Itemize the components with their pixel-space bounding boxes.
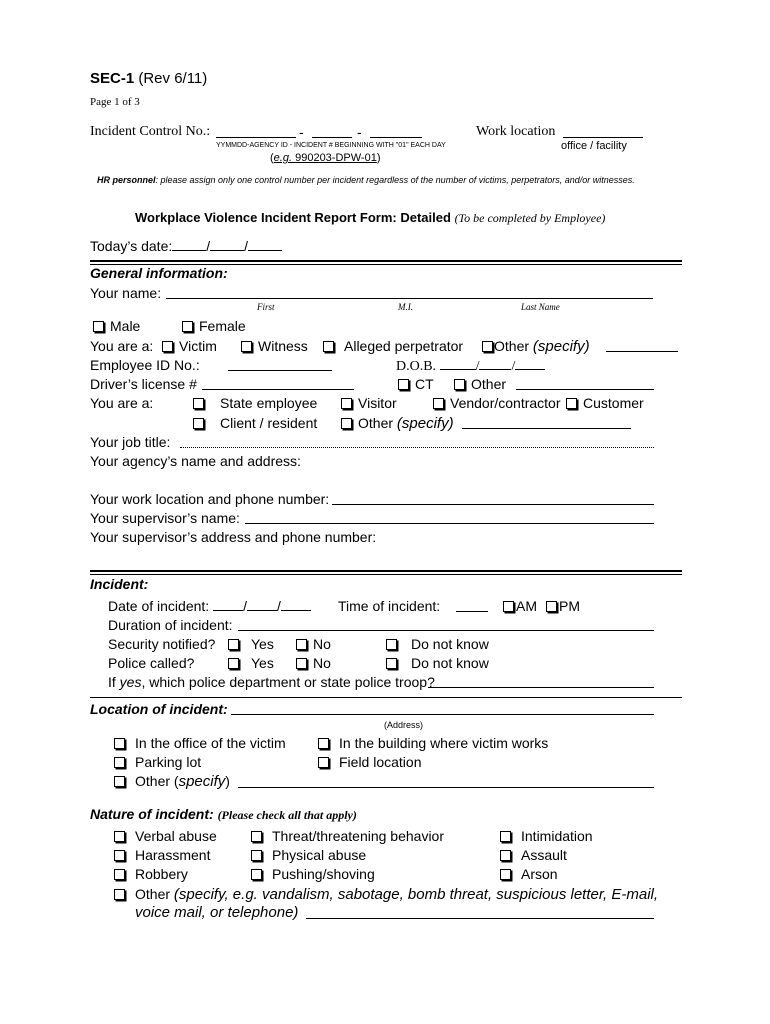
todays-date-label: Today’s date: xyxy=(90,238,173,254)
location-building-label: In the building where victim works xyxy=(339,735,549,751)
control-agency-field[interactable] xyxy=(312,137,352,138)
nature-assault-label: Assault xyxy=(521,847,567,863)
police-dept-rest: , which police department or state police troop? xyxy=(141,674,435,690)
todays-date xyxy=(90,238,282,254)
other-state-checkbox[interactable] xyxy=(454,379,465,390)
control-hint: YYMMDD-AGENCY ID - INCIDENT # BEGINNING WITH "01" EACH DAY xyxy=(216,142,446,149)
your-name-label: Your name: xyxy=(90,285,162,301)
example-value: 990203-DPW-01 xyxy=(295,152,377,164)
incident-date-sep1: / xyxy=(243,598,247,614)
nature-arson-option[interactable] xyxy=(500,866,558,882)
page-title xyxy=(135,210,605,226)
incident-date-label: Date of incident: xyxy=(108,598,210,614)
vendor-option[interactable] xyxy=(433,395,561,411)
location-other-field[interactable] xyxy=(238,787,654,788)
male-label: Male xyxy=(110,318,141,334)
incident-time-field[interactable] xyxy=(456,611,488,612)
nature-pushing-checkbox[interactable] xyxy=(251,869,262,880)
role-other-checkbox[interactable] xyxy=(482,341,493,352)
todays-date-month[interactable] xyxy=(172,238,206,251)
dob-year[interactable] xyxy=(515,357,545,370)
name-mi-hint: M.I. xyxy=(398,302,413,312)
police-label: Police called? xyxy=(108,655,195,671)
nature-hint: (Please check all that apply) xyxy=(217,808,357,822)
work-location-label: Work location xyxy=(476,124,556,139)
job-title-field[interactable] xyxy=(180,447,654,448)
role-other-label: Other xyxy=(494,338,530,354)
location-office-checkbox[interactable] xyxy=(114,738,125,749)
female-label: Female xyxy=(199,318,246,334)
male-option[interactable] xyxy=(93,318,140,334)
nature-verbal-option[interactable] xyxy=(114,828,217,844)
name-first-hint: First xyxy=(257,302,275,312)
police-yes-option[interactable] xyxy=(228,655,274,671)
female-option[interactable] xyxy=(182,318,246,334)
police-yes-label: Yes xyxy=(251,655,274,671)
section-divider-incident xyxy=(90,570,682,575)
location-other-close: ) xyxy=(225,773,230,789)
role-other-field[interactable] xyxy=(606,351,678,352)
hr-note-text: : please assign only one control number per incident regardless of the number of victims, perpetrators, and/or witnesses. xyxy=(155,175,635,185)
visitor-checkbox[interactable] xyxy=(341,398,352,409)
nature-verbal-label: Verbal abuse xyxy=(135,828,217,844)
dob-month[interactable] xyxy=(440,357,476,370)
duration-field[interactable] xyxy=(238,630,654,631)
client-option[interactable] xyxy=(193,415,317,431)
alleged-option[interactable] xyxy=(323,338,463,354)
nature-verbal-checkbox[interactable] xyxy=(114,831,125,842)
your-name-field[interactable] xyxy=(166,298,653,299)
police-dept-if: If xyxy=(108,674,116,690)
police-yes-checkbox[interactable] xyxy=(228,658,239,669)
nature-physical-option[interactable] xyxy=(251,847,366,863)
location-other-option[interactable] xyxy=(114,773,230,790)
security-dontknow-option[interactable] xyxy=(386,636,489,652)
police-dontknow-option[interactable] xyxy=(386,655,489,671)
alleged-checkbox[interactable] xyxy=(323,341,334,352)
role-label: You are a: xyxy=(90,338,154,354)
work-location-hint: office / facility xyxy=(561,140,627,152)
witness-checkbox[interactable] xyxy=(241,341,252,352)
nature-robbery-checkbox[interactable] xyxy=(114,869,125,880)
pm-checkbox[interactable] xyxy=(546,601,557,612)
supervisor-name-label: Your supervisor’s name: xyxy=(90,510,240,526)
location-field-option[interactable] xyxy=(318,754,422,770)
type-other-specify: (specify) xyxy=(396,415,454,432)
police-no-label: No xyxy=(313,655,331,671)
nature-threat-checkbox[interactable] xyxy=(251,831,262,842)
nature-other-field[interactable] xyxy=(306,918,654,919)
security-no-checkbox[interactable] xyxy=(296,639,307,650)
nature-robbery-option[interactable] xyxy=(114,866,188,882)
form-code-text: SEC-1 xyxy=(90,70,135,87)
drivers-license-label: Driver’s license # xyxy=(90,376,197,392)
am-checkbox[interactable] xyxy=(503,601,514,612)
incident-control-label: Incident Control No.: xyxy=(90,124,211,139)
police-dept-field[interactable] xyxy=(428,687,654,688)
vendor-label: Vendor/contractor xyxy=(450,395,561,411)
drivers-license-field[interactable] xyxy=(202,389,354,390)
control-example xyxy=(270,152,381,164)
security-dontknow-checkbox[interactable] xyxy=(386,639,397,650)
type-other-label: Other xyxy=(358,415,394,431)
nature-arson-checkbox[interactable] xyxy=(500,869,511,880)
location-field-checkbox[interactable] xyxy=(318,757,329,768)
nature-physical-label: Physical abuse xyxy=(272,847,367,863)
ct-label: CT xyxy=(415,376,434,392)
dob xyxy=(396,357,545,375)
type-other-field[interactable] xyxy=(462,428,631,429)
customer-checkbox[interactable] xyxy=(566,398,577,409)
police-dept-label xyxy=(108,674,435,690)
other-state-label: Other xyxy=(471,376,507,392)
police-dept-yes: yes xyxy=(119,674,142,690)
nature-assault-checkbox[interactable] xyxy=(500,850,511,861)
nature-assault-option[interactable] xyxy=(500,847,567,863)
nature-harassment-label: Harassment xyxy=(135,847,211,863)
am-option[interactable] xyxy=(503,598,537,614)
security-no-option[interactable] xyxy=(296,636,331,652)
witness-label: Witness xyxy=(258,338,308,354)
nature-harassment-option[interactable] xyxy=(114,847,210,863)
supervisor-address-label: Your supervisor’s address and phone number: xyxy=(90,529,377,545)
location-address-field[interactable] xyxy=(231,714,654,715)
example-underlined xyxy=(274,152,377,164)
nature-threat-label: Threat/threatening behavior xyxy=(272,828,444,844)
state-employee-checkbox[interactable] xyxy=(193,398,204,409)
dob-sep1: / xyxy=(475,359,480,374)
example-close: ) xyxy=(376,152,381,164)
location-parking-option[interactable] xyxy=(114,754,201,770)
page-number: Page 1 of 3 xyxy=(90,96,140,108)
nature-heading xyxy=(90,806,357,823)
police-no-option[interactable] xyxy=(296,655,331,671)
location-other-label: Other ( xyxy=(135,773,179,789)
incident-date-sep2: / xyxy=(276,598,281,614)
nature-heading-text: Nature of incident: xyxy=(90,806,214,822)
visitor-option[interactable] xyxy=(341,395,397,411)
duration-label: Duration of incident: xyxy=(108,617,233,633)
todays-date-day[interactable] xyxy=(210,238,244,251)
nature-intimidation-checkbox[interactable] xyxy=(500,831,511,842)
victim-label: Victim xyxy=(179,338,217,354)
nature-intimidation-label: Intimidation xyxy=(521,828,593,844)
incident-date-year[interactable] xyxy=(281,598,311,611)
security-yes-option[interactable] xyxy=(228,636,274,652)
security-yes-label: Yes xyxy=(251,636,274,652)
location-other-checkbox[interactable] xyxy=(114,776,125,787)
hr-note xyxy=(97,175,635,185)
dob-sep2: / xyxy=(511,359,516,374)
role-other-specify: (specify) xyxy=(532,338,590,355)
form-revision: (Rev 6/11) xyxy=(138,70,208,87)
nature-other-label: Other xyxy=(135,886,171,902)
type-other-checkbox[interactable] xyxy=(341,418,352,429)
nature-harassment-checkbox[interactable] xyxy=(114,850,125,861)
customer-option[interactable] xyxy=(566,395,644,411)
employee-type-label: You are a: xyxy=(90,395,154,411)
ct-option[interactable] xyxy=(398,376,434,392)
role-other-option[interactable] xyxy=(482,338,590,355)
location-office-option[interactable] xyxy=(114,735,286,751)
incident-date-month[interactable] xyxy=(213,598,243,611)
work-location-phone-field[interactable] xyxy=(332,504,654,505)
witness-option[interactable] xyxy=(241,338,308,354)
customer-label: Customer xyxy=(583,395,644,411)
work-location-field[interactable] xyxy=(563,137,643,138)
police-dontknow-label: Do not know xyxy=(411,655,489,671)
alleged-label: Alleged perpetrator xyxy=(344,338,464,354)
location-office-label: In the office of the victim xyxy=(135,735,286,751)
work-location-phone-label: Your work location and phone number: xyxy=(90,491,330,507)
title-sub: (To be completed by Employee) xyxy=(454,211,606,225)
todays-date-year[interactable] xyxy=(248,238,282,251)
agency-label: Your agency’s name and address: xyxy=(90,453,301,469)
incident-date xyxy=(108,598,311,614)
location-address-hint: (Address) xyxy=(384,720,424,730)
example-eg: e.g. xyxy=(273,152,293,164)
nature-threat-option[interactable] xyxy=(251,828,444,844)
location-parking-checkbox[interactable] xyxy=(114,757,125,768)
nature-other-option[interactable] xyxy=(114,886,658,903)
nature-robbery-label: Robbery xyxy=(135,866,188,882)
visitor-label: Visitor xyxy=(358,395,397,411)
incident-date-day[interactable] xyxy=(247,598,277,611)
police-dontknow-checkbox[interactable] xyxy=(386,658,397,669)
state-employee-option[interactable] xyxy=(193,395,317,411)
security-yes-checkbox[interactable] xyxy=(228,639,239,650)
nature-physical-checkbox[interactable] xyxy=(251,850,262,861)
todays-date-sep2: / xyxy=(244,238,249,254)
section-divider-location xyxy=(90,697,682,698)
other-state-field[interactable] xyxy=(516,389,654,390)
hr-label: HR personnel xyxy=(97,175,156,185)
nature-other-specify-1: (specify, e.g. vandalism, sabotage, bomb threat, suspicious letter, E-mail, xyxy=(173,886,659,903)
nature-arson-label: Arson xyxy=(521,866,558,882)
vendor-checkbox[interactable] xyxy=(433,398,444,409)
control-dash-1: - xyxy=(299,124,304,140)
client-label: Client / resident xyxy=(220,415,318,431)
job-title-label: Your job title: xyxy=(90,434,171,450)
example-open: ( xyxy=(270,152,274,164)
location-building-option[interactable] xyxy=(318,735,548,751)
security-dontknow-label: Do not know xyxy=(411,636,489,652)
location-building-checkbox[interactable] xyxy=(318,738,329,749)
police-no-checkbox[interactable] xyxy=(296,658,307,669)
dob-label: D.O.B. xyxy=(396,359,437,374)
incident-heading: Incident: xyxy=(90,576,149,592)
general-heading: General information: xyxy=(90,265,228,281)
pm-option[interactable] xyxy=(546,598,580,614)
employee-id-field[interactable] xyxy=(228,370,332,371)
dob-day[interactable] xyxy=(479,357,511,370)
employee-id-label: Employee ID No.: xyxy=(90,357,200,373)
name-last-hint: Last Name xyxy=(521,302,560,312)
incident-time-label: Time of incident: xyxy=(338,598,441,614)
security-no-label: No xyxy=(313,636,331,652)
ct-checkbox[interactable] xyxy=(398,379,409,390)
nature-other-specify-2: voice mail, or telephone) xyxy=(135,904,299,921)
security-label: Security notified? xyxy=(108,636,216,652)
control-number-field[interactable] xyxy=(370,137,422,138)
client-checkbox[interactable] xyxy=(193,418,204,429)
location-heading: Location of incident: xyxy=(90,701,228,717)
other-state-option[interactable] xyxy=(454,376,506,392)
pm-label: PM xyxy=(559,598,580,614)
victim-option[interactable] xyxy=(162,338,217,354)
supervisor-name-field[interactable] xyxy=(245,523,654,524)
state-employee-label: State employee xyxy=(220,395,318,411)
nature-pushing-label: Pushing/shoving xyxy=(272,866,375,882)
location-other-specify: specify xyxy=(178,773,226,790)
nature-other-checkbox[interactable] xyxy=(114,889,125,900)
male-checkbox[interactable] xyxy=(93,321,104,332)
victim-checkbox[interactable] xyxy=(162,341,173,352)
control-date-field[interactable] xyxy=(216,137,296,138)
todays-date-sep1: / xyxy=(206,238,211,254)
nature-pushing-option[interactable] xyxy=(251,866,375,882)
form-code xyxy=(90,70,207,87)
am-label: AM xyxy=(516,598,537,614)
location-field-label: Field location xyxy=(339,754,422,770)
female-checkbox[interactable] xyxy=(182,321,193,332)
title-main: Workplace Violence Incident Report Form: Detailed xyxy=(135,210,451,225)
type-other-option[interactable] xyxy=(341,415,454,432)
control-dash-2: - xyxy=(357,124,362,140)
location-parking-label: Parking lot xyxy=(135,754,202,770)
nature-intimidation-option[interactable] xyxy=(500,828,593,844)
